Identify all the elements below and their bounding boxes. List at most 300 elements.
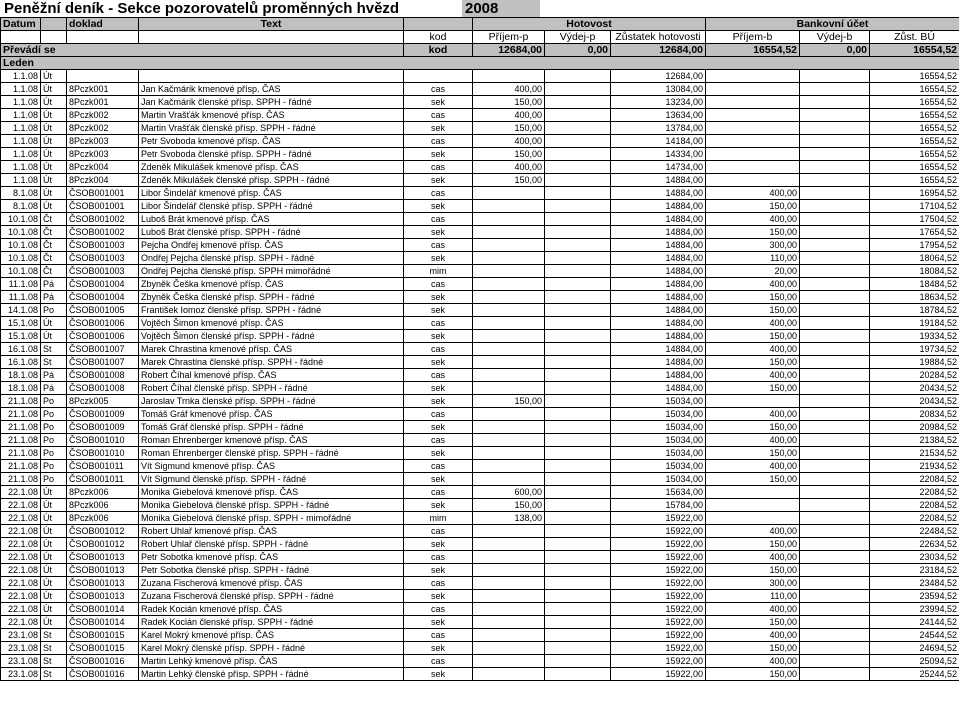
cell-prijem-b bbox=[706, 499, 800, 512]
cell-prijem-p bbox=[473, 70, 545, 83]
cell-zust-bu: 20284,52 bbox=[870, 369, 959, 382]
cell-text: Radek Kocián kmenové přísp. ČAS bbox=[139, 603, 404, 616]
cell-date: 8.1.08 bbox=[1, 200, 41, 213]
cell-text: František Iomoz členské přísp. SPPH - řádné bbox=[139, 304, 404, 317]
cell-zust-bu: 21934,52 bbox=[870, 460, 959, 473]
table-row bbox=[1, 70, 959, 83]
cell-kod: cas bbox=[404, 408, 473, 421]
cell-kod: cas bbox=[404, 135, 473, 148]
cell-prijem-p bbox=[473, 460, 545, 473]
col-vydej-p: Výdej-p bbox=[545, 31, 611, 44]
cell-day: Pá bbox=[41, 278, 67, 291]
table-row bbox=[1, 135, 959, 148]
cell-kod: sek bbox=[404, 395, 473, 408]
table-row bbox=[1, 629, 959, 642]
table-row bbox=[1, 343, 959, 356]
cell-zust-bu: 16554,52 bbox=[870, 135, 959, 148]
cell-prijem-b: 400,00 bbox=[706, 369, 800, 382]
cell-vydej-p bbox=[545, 135, 611, 148]
cell-prijem-p: 150,00 bbox=[473, 395, 545, 408]
cell-doklad: ČSOB001013 bbox=[67, 590, 139, 603]
cell-prijem-p bbox=[473, 343, 545, 356]
table-row bbox=[1, 642, 959, 655]
cell-text: Martin Vrašťák kmenové přísp. ČAS bbox=[139, 109, 404, 122]
cell-vydej-p bbox=[545, 395, 611, 408]
cell-prijem-p bbox=[473, 408, 545, 421]
cell-zust-bu: 16554,52 bbox=[870, 148, 959, 161]
table-row bbox=[1, 304, 959, 317]
cell-zust-bu: 20434,52 bbox=[870, 382, 959, 395]
cell-zust-hot: 14884,00 bbox=[611, 330, 706, 343]
cell-zust-hot: 13234,00 bbox=[611, 96, 706, 109]
cell-prijem-p bbox=[473, 629, 545, 642]
cell-prijem-b: 150,00 bbox=[706, 564, 800, 577]
cell-vydej-b bbox=[800, 291, 870, 304]
cell-kod: cas bbox=[404, 434, 473, 447]
cell-prijem-b: 150,00 bbox=[706, 304, 800, 317]
table-row bbox=[1, 382, 959, 395]
cell-text: Monika Giebelová kmenové přísp. ČAS bbox=[139, 486, 404, 499]
cell-prijem-b: 150,00 bbox=[706, 330, 800, 343]
cell-zust-bu: 18064,52 bbox=[870, 252, 959, 265]
cell-zust-hot: 14734,00 bbox=[611, 161, 706, 174]
cell-kod: sek bbox=[404, 291, 473, 304]
cell-day: Út bbox=[41, 551, 67, 564]
cell-text: Martin Lehký členské přísp. SPPH - řádné bbox=[139, 668, 404, 681]
cell-day: Út bbox=[41, 70, 67, 83]
cell-date: 10.1.08 bbox=[1, 239, 41, 252]
cell-doklad: ČSOB001013 bbox=[67, 564, 139, 577]
month-label: Leden bbox=[1, 57, 959, 70]
cell-text: Luboš Brát členské přísp. SPPH - řádné bbox=[139, 226, 404, 239]
cell-day: Út bbox=[41, 122, 67, 135]
cell-date: 1.1.08 bbox=[1, 135, 41, 148]
cell-prijem-p bbox=[473, 239, 545, 252]
cell-vydej-p bbox=[545, 486, 611, 499]
cell-doklad: ČSOB001013 bbox=[67, 551, 139, 564]
cell-vydej-p bbox=[545, 512, 611, 525]
cell-text: Zdeněk Mikulášek členské přísp. SPPH - řádné bbox=[139, 174, 404, 187]
cell-prijem-b bbox=[706, 512, 800, 525]
cell-vydej-b bbox=[800, 135, 870, 148]
cell-prijem-p bbox=[473, 577, 545, 590]
cell-zust-bu: 20434,52 bbox=[870, 395, 959, 408]
cell-kod: cas bbox=[404, 239, 473, 252]
cell-vydej-p bbox=[545, 83, 611, 96]
cell-vydej-b bbox=[800, 590, 870, 603]
cell-zust-bu: 18484,52 bbox=[870, 278, 959, 291]
cell-day: Út bbox=[41, 83, 67, 96]
cell-date: 1.1.08 bbox=[1, 161, 41, 174]
cell-vydej-b bbox=[800, 408, 870, 421]
cell-day: Čt bbox=[41, 213, 67, 226]
cell-vydej-b bbox=[800, 122, 870, 135]
cell-prijem-b: 400,00 bbox=[706, 408, 800, 421]
cell-text: Petr Sobotka členské přísp. SPPH - řádné bbox=[139, 564, 404, 577]
cell-day: Po bbox=[41, 421, 67, 434]
cell-zust-bu: 18634,52 bbox=[870, 291, 959, 304]
cell-zust-hot: 14884,00 bbox=[611, 304, 706, 317]
cell-text: Zuzana Fischerová členské přísp. SPPH - řádné bbox=[139, 590, 404, 603]
table-row bbox=[1, 369, 959, 382]
cell-date: 16.1.08 bbox=[1, 356, 41, 369]
cell-date: 10.1.08 bbox=[1, 226, 41, 239]
cell-date: 23.1.08 bbox=[1, 655, 41, 668]
cell-text: Zbyněk Češka kmenové přísp. ČAS bbox=[139, 278, 404, 291]
cell-zust-hot: 15784,00 bbox=[611, 499, 706, 512]
cell-day: Čt bbox=[41, 226, 67, 239]
cell-zust-hot: 14334,00 bbox=[611, 148, 706, 161]
cell-vydej-b bbox=[800, 434, 870, 447]
cell-prijem-p bbox=[473, 642, 545, 655]
col-text: Text bbox=[139, 18, 404, 31]
cell-day: Út bbox=[41, 330, 67, 343]
cell-prijem-p bbox=[473, 252, 545, 265]
cell-day: Po bbox=[41, 304, 67, 317]
cell-text: Petr Sobotka kmenové přísp. ČAS bbox=[139, 551, 404, 564]
cell-prijem-b bbox=[706, 122, 800, 135]
cell-date: 1.1.08 bbox=[1, 70, 41, 83]
table-row bbox=[1, 278, 959, 291]
cell-kod: cas bbox=[404, 629, 473, 642]
table-row bbox=[1, 577, 959, 590]
cell-text: Monika Giebelová členské přísp. SPPH - řádné bbox=[139, 499, 404, 512]
table-row bbox=[1, 239, 959, 252]
cell-doklad: 8Pczk006 bbox=[67, 499, 139, 512]
col-zustatek-hot: Zůstatek hotovosti bbox=[611, 31, 706, 44]
cell-text: Petr Svoboda kmenové přísp. ČAS bbox=[139, 135, 404, 148]
cell-text: Martin Vrašťák členské přísp. SPPH - řádné bbox=[139, 122, 404, 135]
cell-day: Út bbox=[41, 109, 67, 122]
cell-vydej-b bbox=[800, 213, 870, 226]
cell-kod: cas bbox=[404, 317, 473, 330]
cell-doklad: 8Pczk004 bbox=[67, 161, 139, 174]
cell-day: Út bbox=[41, 187, 67, 200]
cell-prijem-p: 400,00 bbox=[473, 83, 545, 96]
cell-kod: sek bbox=[404, 356, 473, 369]
carry-prijem-b: 16554,52 bbox=[706, 44, 800, 57]
cell-date: 10.1.08 bbox=[1, 252, 41, 265]
cell-vydej-b bbox=[800, 473, 870, 486]
cell-vydej-p bbox=[545, 252, 611, 265]
cell-zust-hot: 13634,00 bbox=[611, 109, 706, 122]
cell-date: 21.1.08 bbox=[1, 408, 41, 421]
cell-kod: cas bbox=[404, 369, 473, 382]
cell-zust-bu: 19734,52 bbox=[870, 343, 959, 356]
table-row bbox=[1, 187, 959, 200]
cell-vydej-p bbox=[545, 434, 611, 447]
cell-doklad: 8Pczk003 bbox=[67, 135, 139, 148]
cell-prijem-p bbox=[473, 369, 545, 382]
cell-vydej-p bbox=[545, 668, 611, 681]
cell-prijem-p: 400,00 bbox=[473, 109, 545, 122]
cell-text: Karel Mokrý kmenové přísp. ČAS bbox=[139, 629, 404, 642]
table-row bbox=[1, 200, 959, 213]
cell-vydej-p bbox=[545, 473, 611, 486]
col-hotovost: Hotovost bbox=[473, 18, 706, 31]
cell-text: Libor Šindelář členské přísp. SPPH - řádné bbox=[139, 200, 404, 213]
cell-prijem-b: 400,00 bbox=[706, 603, 800, 616]
cell-day: Út bbox=[41, 317, 67, 330]
cell-zust-bu: 16554,52 bbox=[870, 70, 959, 83]
cell-prijem-b: 400,00 bbox=[706, 187, 800, 200]
cell-kod: sek bbox=[404, 96, 473, 109]
carry-zust-hot: 12684,00 bbox=[611, 44, 706, 57]
cell-prijem-p bbox=[473, 356, 545, 369]
table-row bbox=[1, 161, 959, 174]
cell-doklad: ČSOB001010 bbox=[67, 447, 139, 460]
table-row bbox=[1, 590, 959, 603]
cell-kod: cas bbox=[404, 460, 473, 473]
cell-zust-bu: 19884,52 bbox=[870, 356, 959, 369]
cell-kod: sek bbox=[404, 668, 473, 681]
table-row bbox=[1, 408, 959, 421]
cell-kod: cas bbox=[404, 525, 473, 538]
cell-day: Čt bbox=[41, 265, 67, 278]
cell-vydej-p bbox=[545, 304, 611, 317]
cell-kod: cas bbox=[404, 161, 473, 174]
cell-vydej-p bbox=[545, 525, 611, 538]
cell-day: Út bbox=[41, 148, 67, 161]
cell-prijem-p: 150,00 bbox=[473, 174, 545, 187]
cell-vydej-b bbox=[800, 447, 870, 460]
cell-vydej-b bbox=[800, 551, 870, 564]
cell-prijem-p bbox=[473, 525, 545, 538]
cell-vydej-p bbox=[545, 96, 611, 109]
table-row bbox=[1, 317, 959, 330]
cell-vydej-b bbox=[800, 369, 870, 382]
cell-zust-bu: 21384,52 bbox=[870, 434, 959, 447]
cell-zust-hot: 14884,00 bbox=[611, 382, 706, 395]
cell-zust-bu: 16554,52 bbox=[870, 96, 959, 109]
cell-zust-hot: 15034,00 bbox=[611, 421, 706, 434]
cell-zust-hot: 14884,00 bbox=[611, 200, 706, 213]
table-row bbox=[1, 525, 959, 538]
cell-doklad: ČSOB001013 bbox=[67, 577, 139, 590]
cell-text: Zbyněk Češka členské přísp. SPPH - řádné bbox=[139, 291, 404, 304]
cell-zust-bu: 16554,52 bbox=[870, 174, 959, 187]
cell-vydej-p bbox=[545, 460, 611, 473]
cell-zust-bu: 20984,52 bbox=[870, 421, 959, 434]
cell-doklad: ČSOB001004 bbox=[67, 278, 139, 291]
ledger-table bbox=[0, 17, 959, 681]
cell-doklad: ČSOB001011 bbox=[67, 460, 139, 473]
cell-kod: mim bbox=[404, 512, 473, 525]
cell-vydej-p bbox=[545, 421, 611, 434]
cell-day: Po bbox=[41, 447, 67, 460]
cell-prijem-b: 150,00 bbox=[706, 473, 800, 486]
cell-prijem-b: 400,00 bbox=[706, 317, 800, 330]
cell-date: 21.1.08 bbox=[1, 447, 41, 460]
cell-vydej-p bbox=[545, 239, 611, 252]
cell-zust-hot: 13784,00 bbox=[611, 122, 706, 135]
cell-zust-hot: 15034,00 bbox=[611, 408, 706, 421]
cell-day: Út bbox=[41, 499, 67, 512]
cell-zust-hot: 14884,00 bbox=[611, 213, 706, 226]
cell-date: 10.1.08 bbox=[1, 213, 41, 226]
cell-day: Út bbox=[41, 603, 67, 616]
cell-date: 11.1.08 bbox=[1, 291, 41, 304]
cell-vydej-p bbox=[545, 447, 611, 460]
cell-vydej-p bbox=[545, 161, 611, 174]
cell-text: Robert Uhlař členské přísp. SPPH - řádné bbox=[139, 538, 404, 551]
col-vydej-b: Výdej-b bbox=[800, 31, 870, 44]
cell-date: 1.1.08 bbox=[1, 83, 41, 96]
cell-kod: cas bbox=[404, 551, 473, 564]
cell-prijem-p: 400,00 bbox=[473, 161, 545, 174]
carry-kod: kod bbox=[404, 44, 473, 57]
cell-vydej-b bbox=[800, 226, 870, 239]
cell-vydej-b bbox=[800, 265, 870, 278]
cell-zust-hot: 14884,00 bbox=[611, 278, 706, 291]
cell-zust-bu: 24144,52 bbox=[870, 616, 959, 629]
cell-doklad: ČSOB001009 bbox=[67, 408, 139, 421]
cell-prijem-b bbox=[706, 70, 800, 83]
cell-prijem-p bbox=[473, 473, 545, 486]
cell-zust-hot: 14884,00 bbox=[611, 187, 706, 200]
col-doklad: doklad bbox=[67, 18, 139, 31]
cell-doklad: ČSOB001010 bbox=[67, 434, 139, 447]
cell-vydej-p bbox=[545, 278, 611, 291]
table-row bbox=[1, 356, 959, 369]
cell-zust-hot: 12684,00 bbox=[611, 70, 706, 83]
cell-zust-bu: 16554,52 bbox=[870, 161, 959, 174]
page-title: Peněžní deník - Sekce pozorovatelů proměnných hvězd bbox=[4, 0, 400, 17]
cell-vydej-p bbox=[545, 343, 611, 356]
cell-vydej-b bbox=[800, 70, 870, 83]
cell-vydej-p bbox=[545, 200, 611, 213]
cell-day: Út bbox=[41, 161, 67, 174]
cell-zust-bu: 20834,52 bbox=[870, 408, 959, 421]
table-row bbox=[1, 122, 959, 135]
cell-prijem-p bbox=[473, 330, 545, 343]
cell-zust-hot: 14884,00 bbox=[611, 317, 706, 330]
cell-zust-hot: 15922,00 bbox=[611, 551, 706, 564]
cell-kod: sek bbox=[404, 447, 473, 460]
cell-zust-hot: 15034,00 bbox=[611, 434, 706, 447]
cell-vydej-b bbox=[800, 304, 870, 317]
cell-kod: cas bbox=[404, 486, 473, 499]
cell-vydej-p bbox=[545, 369, 611, 382]
cell-kod: mim bbox=[404, 265, 473, 278]
cell-prijem-b: 110,00 bbox=[706, 252, 800, 265]
cell-vydej-b bbox=[800, 161, 870, 174]
cell-zust-hot: 13084,00 bbox=[611, 83, 706, 96]
cell-text: Zuzana Fischerová kmenové přísp. ČAS bbox=[139, 577, 404, 590]
cell-prijem-p bbox=[473, 590, 545, 603]
table-row bbox=[1, 213, 959, 226]
cell-day: St bbox=[41, 343, 67, 356]
cell-vydej-p bbox=[545, 408, 611, 421]
cell-kod: cas bbox=[404, 343, 473, 356]
cell-doklad: ČSOB001009 bbox=[67, 421, 139, 434]
cell-vydej-p bbox=[545, 291, 611, 304]
cell-zust-hot: 15634,00 bbox=[611, 486, 706, 499]
cell-zust-hot: 15922,00 bbox=[611, 642, 706, 655]
cell-date: 21.1.08 bbox=[1, 395, 41, 408]
table-row bbox=[1, 512, 959, 525]
cell-zust-bu: 21534,52 bbox=[870, 447, 959, 460]
cell-zust-hot: 14884,00 bbox=[611, 174, 706, 187]
cell-doklad: ČSOB001002 bbox=[67, 226, 139, 239]
table-row bbox=[1, 83, 959, 96]
cell-vydej-p bbox=[545, 551, 611, 564]
cell-date: 8.1.08 bbox=[1, 187, 41, 200]
cell-vydej-b bbox=[800, 395, 870, 408]
cell-vydej-b bbox=[800, 382, 870, 395]
cell-zust-hot: 14884,00 bbox=[611, 343, 706, 356]
cell-vydej-p bbox=[545, 226, 611, 239]
cell-vydej-b bbox=[800, 486, 870, 499]
cell-vydej-b bbox=[800, 356, 870, 369]
table-row bbox=[1, 655, 959, 668]
cell-vydej-b bbox=[800, 96, 870, 109]
cell-day: St bbox=[41, 642, 67, 655]
cell-prijem-p bbox=[473, 616, 545, 629]
cell-vydej-p bbox=[545, 577, 611, 590]
carry-zust-bu: 16554,52 bbox=[870, 44, 959, 57]
cell-prijem-p bbox=[473, 278, 545, 291]
carry-vydej-b: 0,00 bbox=[800, 44, 870, 57]
cell-vydej-b bbox=[800, 109, 870, 122]
year-label: 2008 bbox=[462, 0, 540, 17]
cell-vydej-p bbox=[545, 148, 611, 161]
cell-kod: sek bbox=[404, 174, 473, 187]
cell-doklad: 8Pczk001 bbox=[67, 83, 139, 96]
cell-prijem-b: 400,00 bbox=[706, 213, 800, 226]
cell-vydej-b bbox=[800, 629, 870, 642]
cell-prijem-p: 138,00 bbox=[473, 512, 545, 525]
cell-kod: cas bbox=[404, 577, 473, 590]
cell-text: Pejcha Ondřej kmenové přísp. ČAS bbox=[139, 239, 404, 252]
cell-prijem-p bbox=[473, 226, 545, 239]
cell-zust-bu: 19184,52 bbox=[870, 317, 959, 330]
cell-prijem-p: 400,00 bbox=[473, 135, 545, 148]
cell-kod: cas bbox=[404, 83, 473, 96]
table-row bbox=[1, 538, 959, 551]
cell-vydej-b bbox=[800, 187, 870, 200]
cell-vydej-b bbox=[800, 603, 870, 616]
cell-zust-hot: 15034,00 bbox=[611, 473, 706, 486]
cell-prijem-b: 150,00 bbox=[706, 616, 800, 629]
cell-zust-hot: 14884,00 bbox=[611, 291, 706, 304]
cell-date: 21.1.08 bbox=[1, 434, 41, 447]
table-row bbox=[1, 148, 959, 161]
cell-zust-bu: 23484,52 bbox=[870, 577, 959, 590]
table-row bbox=[1, 460, 959, 473]
cell-text: Martin Lehký kmenové přísp. ČAS bbox=[139, 655, 404, 668]
cell-vydej-b bbox=[800, 525, 870, 538]
cell-day: Út bbox=[41, 590, 67, 603]
col-datum: Datum bbox=[1, 18, 41, 31]
cell-date: 22.1.08 bbox=[1, 512, 41, 525]
cell-kod: sek bbox=[404, 382, 473, 395]
cell-text: Jan Kačmárik členské přísp. SPPH - řádné bbox=[139, 96, 404, 109]
cell-vydej-b bbox=[800, 148, 870, 161]
cell-doklad: ČSOB001007 bbox=[67, 356, 139, 369]
table-row bbox=[1, 330, 959, 343]
cell-zust-bu: 18084,52 bbox=[870, 265, 959, 278]
cell-date: 16.1.08 bbox=[1, 343, 41, 356]
cell-vydej-p bbox=[545, 265, 611, 278]
cell-kod: cas bbox=[404, 655, 473, 668]
table-row bbox=[1, 291, 959, 304]
cell-zust-hot: 14184,00 bbox=[611, 135, 706, 148]
cell-zust-hot: 15922,00 bbox=[611, 616, 706, 629]
carry-vydej-p: 0,00 bbox=[545, 44, 611, 57]
cell-zust-bu: 22084,52 bbox=[870, 473, 959, 486]
table-row bbox=[1, 447, 959, 460]
